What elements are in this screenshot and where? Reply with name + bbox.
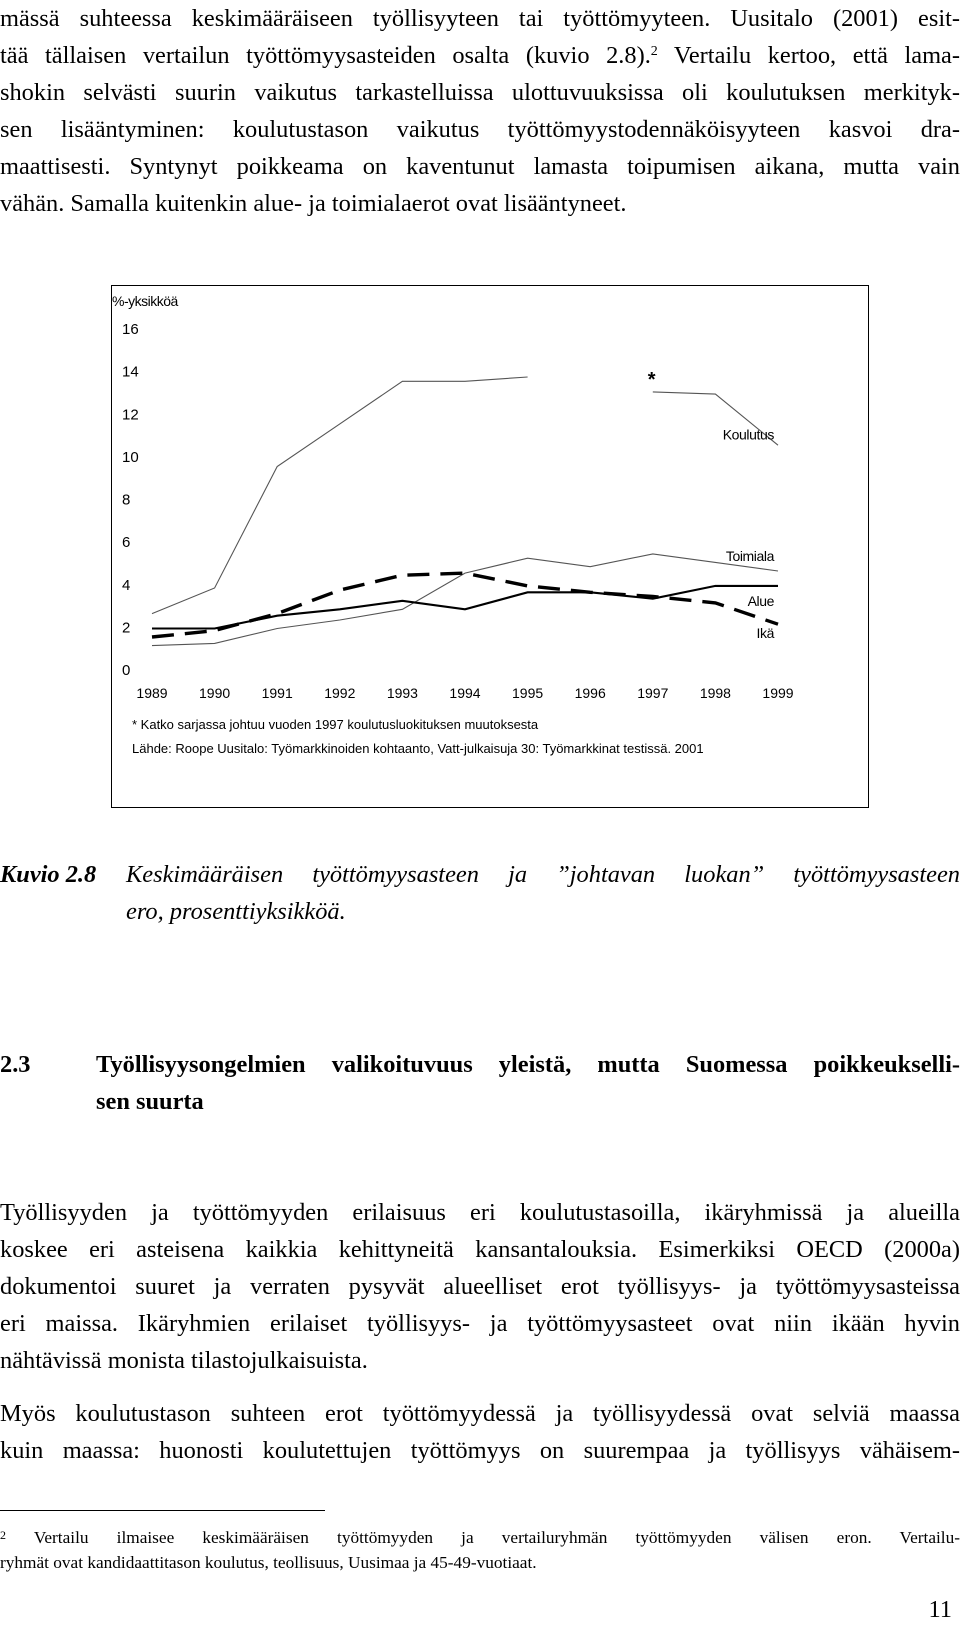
p2-line-1: Työllisyyden ja työttömyyden erilaisuus eri koulutustasoilla, ikäryhmissä ja alueilla (0, 1199, 960, 1226)
x-tick-label: 1991 (261, 685, 293, 701)
intro-line-2-rest: Vertailu kertoo, että lama- (657, 42, 960, 69)
p2-line-4: eri maissa. Ikäryhmien erilaiset työllisyys- ja työttömyysasteet ovat niin ikään hyvin (0, 1310, 960, 1337)
section-number: 2.3 (0, 1051, 31, 1078)
series-label-alue: Alue (747, 592, 774, 609)
footnote-line-1-text: Vertailu ilmaisee keskimääräisen työttömyyden ja vertailuryhmän työttömyyden välisen eron. Vertailu- (6, 1528, 960, 1547)
footnote-divider (0, 1510, 325, 1511)
series-label-koulutus: Koulutus (722, 426, 774, 443)
p2-line-3: dokumentoi suuret ja verraten pysyvät alueelliset erot työllisyys- ja työttömyysasteissa (0, 1273, 960, 1300)
figure-source: Lähde: Roope Uusitalo: Työmarkkinoiden kohtaanto, Vatt-julkaisuja 30: Työmarkkinat testissä. 2001 (132, 741, 704, 756)
x-tick-label: 1998 (699, 685, 731, 701)
series-line-alue (152, 586, 778, 629)
paragraph-3 (0, 1395, 960, 1469)
x-tick-label: 1989 (136, 685, 168, 701)
p2-line-5: nähtävissä monista tilastojulkaisuista. (0, 1347, 368, 1374)
y-tick-label: 16 (122, 321, 139, 338)
y-tick-label: 4 (122, 576, 131, 594)
x-tick-label: 1993 (386, 685, 418, 701)
footnote-line-1 (0, 1525, 960, 1550)
p3-line-1: Myös koulutustason suhteen erot työttömyydessä ja työllisyydessä ovat selviä maassa (0, 1400, 960, 1427)
y-tick-label: 10 (122, 448, 139, 466)
intro-paragraph (0, 0, 960, 222)
y-axis-unit-label: %-yksikköä (112, 293, 178, 309)
y-tick-label: 14 (122, 363, 139, 381)
figure-caption-line-2: ero, prosenttiyksikköä. (126, 898, 346, 925)
p3-line-2: kuin maassa: huonosti koulutettujen työttömyys on suurempaa ja työllisyys vähäisem- (0, 1437, 960, 1464)
series-label-ikä: Ikä (756, 624, 774, 641)
intro-line-3: shokin selvästi suurin vaikutus tarkastelluissa ulottuvuuksissa oli koulutuksen merkityk- (0, 79, 960, 106)
footnote (0, 1525, 960, 1575)
x-tick-label: 1997 (637, 685, 669, 701)
footnote-reference: 2 (650, 44, 658, 59)
intro-line-5: maattisesti. Syntynyt poikkeama on kaventunut lamasta toipumisen aikana, mutta vain (0, 153, 960, 180)
series-line-ikä (152, 573, 778, 637)
section-title-line-1: Työllisyysongelmien valikoituvuus yleistä, mutta Suomessa poikkeukselli- (96, 1051, 960, 1078)
footnote-marker: 2 (0, 1528, 6, 1542)
x-tick-label: 1995 (512, 685, 544, 701)
intro-line-2-text: tää tällaisen vertailun työttömyysasteiden osalta (kuvio 2.8). (0, 42, 651, 69)
y-tick-label: 2 (122, 619, 131, 637)
intro-line-1: mässä suhteessa keskimääräiseen työllisyyteen tai työttömyyteen. Uusitalo (2001) esit- (0, 5, 960, 32)
series-break-marker: * (647, 368, 656, 391)
series-line-koulutus (152, 377, 528, 614)
x-tick-label: 1999 (762, 685, 794, 701)
x-tick-label: 1992 (324, 685, 356, 701)
x-tick-label: 1994 (449, 685, 481, 701)
y-tick-label: 0 (122, 662, 131, 679)
y-tick-label: 12 (122, 406, 139, 424)
line-chart (112, 286, 868, 807)
page-number: 11 (928, 1596, 952, 1623)
intro-line-6: vähän. Samalla kuitenkin alue- ja toimialaerot ovat lisääntyneet. (0, 190, 627, 217)
y-tick-label: 6 (122, 534, 131, 552)
series-label-toimiala: Toimiala (725, 548, 774, 565)
x-tick-label: 1996 (574, 685, 606, 701)
footnote-line-2: ryhmät ovat kandidaattitason koulutus, teollisuus, Uusimaa ja 45-49-vuotiaat. (0, 1553, 537, 1572)
figure-caption-line-1: Keskimääräisen työttömyysasteen ja ”johtavan luokan” työttömyysasteen (126, 861, 960, 888)
x-tick-label: 1990 (199, 685, 231, 701)
p2-line-2: koskee eri asteisena kaikkia kehittyneitä kansantalouksia. Esimerkiksi OECD (2000a) (0, 1236, 960, 1263)
paragraph-2 (0, 1194, 960, 1379)
figure-caption-label: Kuvio 2.8 (0, 861, 97, 888)
intro-line-2 (0, 37, 960, 74)
intro-line-4: sen lisääntyminen: koulutustason vaikutus työttömyystodennäköisyyteen kasvoi dra- (0, 116, 960, 143)
section-title-line-2: sen suurta (96, 1088, 204, 1115)
figure-note: * Katko sarjassa johtuu vuoden 1997 koulutusluokituksen muutoksesta (132, 717, 539, 732)
figure-box (111, 285, 869, 808)
y-tick-label: 8 (122, 491, 131, 509)
